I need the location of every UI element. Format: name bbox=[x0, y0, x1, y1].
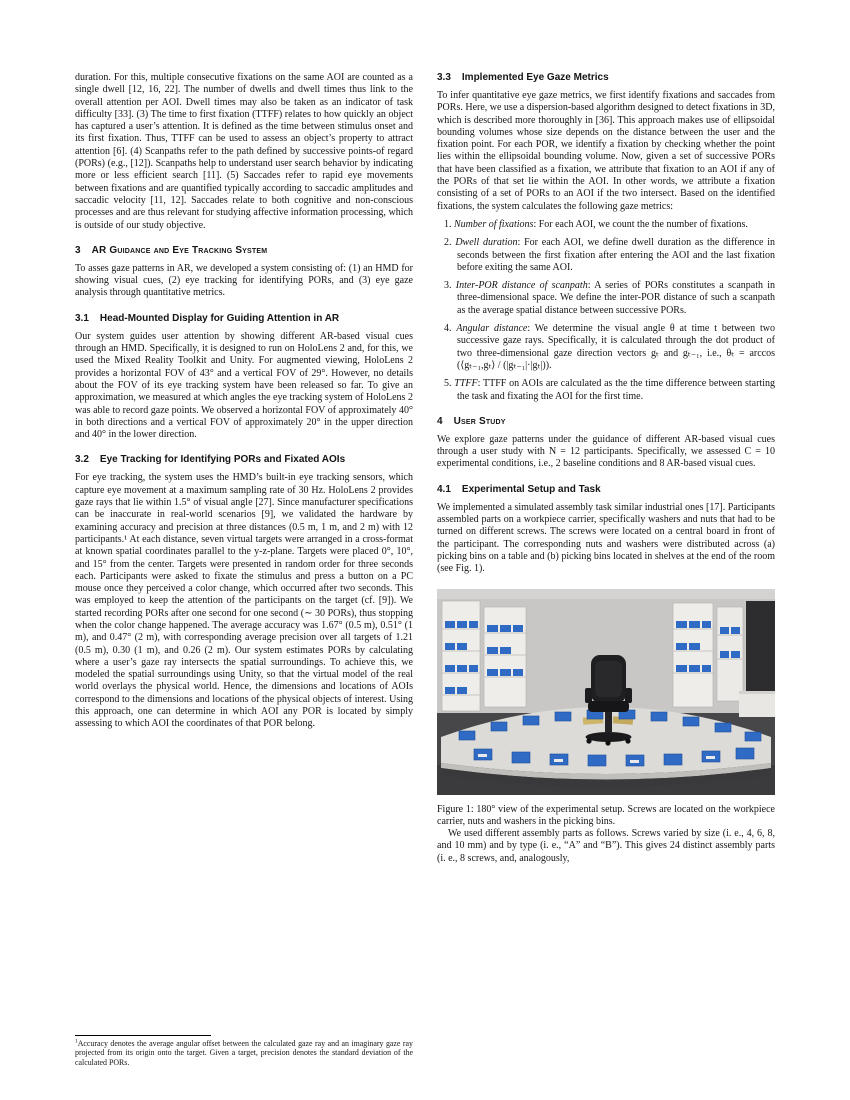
item-number: 4. bbox=[444, 323, 452, 335]
item-term: Inter-POR distance of scanpath bbox=[455, 280, 588, 292]
section-title: Experimental Setup and Task bbox=[461, 483, 601, 495]
figure-1 bbox=[437, 589, 775, 795]
paragraph-after-figure: We used different assembly parts as follows. Screws varied by size (i. e., 4, 6, 8, and 10 mm) and by type (i. e., “A” and “B”). This gives 24 distinct assembly parts (i. e., 8 screws, and, analogously, bbox=[437, 828, 775, 864]
item-term: Number of fixations bbox=[454, 218, 534, 230]
section-title: AR Guidance and Eye Tracking System bbox=[91, 244, 268, 256]
figure-caption: Figure 1: 180° view of the experimental setup. Screws are located on the workpiece carrier, nuts and washers in the picking bins. bbox=[437, 803, 775, 827]
section-number: 3 bbox=[75, 244, 81, 256]
section-4-1-body: We implemented a simulated assembly task similar industrial ones [17]. Participants assembled parts on a workpiece carrier, specifically washers and nuts that had to be turned on different screws. The screws were located on a central board in front of the participant. The corresponding nuts and washers were distributed across (a) picking bins on a table and (b) picking bins located in shelves at the end of the room (see Fig. 1). bbox=[437, 501, 775, 575]
figure-1-photo bbox=[437, 589, 775, 795]
footnote-rule bbox=[75, 1035, 211, 1036]
section-title: Eye Tracking for Identifying PORs and Fixated AOIs bbox=[99, 454, 346, 466]
list-item bbox=[444, 237, 775, 274]
section-title: User Study bbox=[453, 415, 506, 427]
item-text: : TTFF on AOIs are calculated as the the time difference between starting the task and fixating the AOI for the first time. bbox=[457, 378, 775, 402]
section-3-2-body: For eye tracking, the system uses the HMD’s built-in eye tracking sensors, which capture eye movement at a maximum sampling rate of 30 Hz. HoloLens 2 provides gaze rays that lie within 1.5° of visual angle [27]. Since manufacturer specifications can be inaccurate in real-world scenarios [9], we validated the hardware by examining accuracy and precision at three distances (0.5 m, 1 m, and 2 m) with 12 participants.¹ At each distance, seven virtual targets were arranged in a cross-format at known spatial coordinates parallel to the y-z-plane. Targets were placed 0°, 10°, and 15° from the center. Targets were presented in random order for three seconds each. Participants were asked to fixate the stimulus and press a button on a PC mouse once they perceived a color change, which occurred after two seconds. This was employed to keep the attention of the participants on the target (cf. [9]). We started recording PORs after one second for one second (∼ 30 PORs), thus stopping when the color change happened. The average accuracy was 1.67° (0.5 m), 0.51° (1 m), and 0.47° (2 m), with corresponding average precision over all targets of 1.21 (0.5 m), 0.30 (1 m), and 0.26 (2 m). Our system estimates PORs by calculating where a user’s gaze ray intersects the spatial surroundings. To achieve this, we modeled the spatial surroundings using Unity, so that the virtual model of the real world overlays the physical world. Hence, the dimensions and locations of AOIs correspond to the dimensions and locations of the physical objects of interest. Using this approach, one can determine in which AOI any POR is located by simply assessing to which AOI the coordinates of that POR belong. bbox=[75, 472, 413, 730]
item-term: TTFF bbox=[454, 378, 478, 390]
section-3-body: To asses gaze patterns in AR, we developed a system consisting of: (1) an HMD for showing visual cues, (2) eye tracking for identifying PORs, and (3) eye gaze analysis through quantitative metrics. bbox=[75, 262, 413, 299]
item-number: 3. bbox=[444, 280, 452, 292]
right-column bbox=[437, 72, 775, 1068]
footnote-body: Accuracy denotes the average angular offset between the calculated gaze ray and an imaginary gaze ray projected from its origin onto the target. Given a target, precision denotes the standard deviation of the calculated PORs. bbox=[75, 1038, 413, 1068]
section-3-1-heading bbox=[75, 313, 413, 325]
footnote bbox=[75, 1035, 413, 1068]
list-item bbox=[444, 323, 775, 372]
item-term: Dwell duration bbox=[455, 237, 518, 249]
right-shelves bbox=[673, 603, 743, 707]
item-number: 1. bbox=[444, 218, 452, 230]
left-column bbox=[75, 72, 413, 1068]
gaze-metrics-list bbox=[437, 219, 775, 403]
section-3-heading bbox=[75, 245, 413, 257]
section-3-2-heading bbox=[75, 454, 413, 466]
left-shelves bbox=[442, 601, 526, 711]
list-item bbox=[444, 378, 775, 403]
section-3-3-body: To infer quantitative eye gaze metrics, we first identify fixations and saccades from PORs. Here, we use a dispersion-based algorithm designed to detect fixations in 3D, which is described more thoroughly in [36]. This approach makes use of ellipsoidal bounding volumes whose size depends on the distance between the user and the fixation point. For each POR, we identify a fixation by checking whether the point lies within the ellipsoidal bounding volume. Now, given a set of successive PORs that have been classified as a fixation, we attribute that fixation to an AOI if any of the PORs of that set lie within the AOI. In other words, we attribute a fixation consisting of a set of PORs to an AOI if the two intersect. Based on the identified fixations, the system calculates the following gaze metrics: bbox=[437, 90, 775, 212]
item-text: : For each AOI, we define dwell duration as the difference in seconds between the first fixation after entering the AOI and the last fixation before exiting the same AOI. bbox=[457, 237, 775, 273]
item-text: : For each AOI, we count the the number of fixations. bbox=[533, 218, 748, 230]
section-title: Implemented Eye Gaze Metrics bbox=[461, 72, 609, 83]
section-number: 3.2 bbox=[75, 454, 89, 466]
paragraph-continued: duration. For this, multiple consecutive fixations on the same AOI are counted as a single dwell [12, 16, 22]. The number of dwells and dwell times thus link to the overall attention per AOI. Dwell times may also be taken as an indicator of task difficulty [33]. (3) The time to first fixation (TTFF) relates to how quickly an object has captured a user’s attention. It is defined as the time between stimulus onset and its first fixation. Thus, TTFF can be used to assess an object’s property to attract attention [6]. (4) Scanpaths refer to the path defined by successive points-of regard (PORs) (e.g., [12]). Scanpaths help to understand user search behavior by indicating more or less efficient search [11]. (5) Saccades refer to rapid eye movements between fixations and are quantified typically according to saccadic amplitudes and saccadic velocity [11, 12]. Saccades relate to both cognitive and non-conscious processes and are thus relevant for studying affective information processing, which is outside of our study objective. bbox=[75, 72, 413, 231]
footnote-text bbox=[75, 1039, 413, 1068]
item-text: : A series of PORs constitutes a scanpath in three-dimensional space. We define the inter-POR distance of such a scanpath as the average spatial distance between successive PORs. bbox=[457, 280, 775, 316]
list-item bbox=[444, 280, 775, 317]
list-item bbox=[444, 218, 775, 231]
section-3-1-body: Our system guides user attention by showing different AR-based visual cues through an HMD. Specifically, it is designed to run on HoloLens 2 and, for this, we used the Mixed Reality Toolkit and Unity. For augmented viewing, HoloLens 2 provides a horizontal FOV of 43° and a vertical FOV of 29°. However, no details about the FOV of its eye tracking system have been released so far. To give an approximation, we measured at which angles the eye tracking system of HoloLens 2 was able to record gaze points. We observed a horizontal FOV of approximately 40° in both directions and a vertical FOV of approximately 20° in the upper direction and 40° in the lower direction. bbox=[75, 330, 413, 441]
item-number: 2. bbox=[444, 237, 452, 249]
section-4-heading bbox=[437, 416, 775, 428]
item-term: Angular distance bbox=[456, 323, 528, 335]
section-number: 4 bbox=[437, 415, 443, 427]
section-4-body: We explore gaze patterns under the guidance of different AR-based visual cues through a user study with N = 12 participants. Specifically, we assessed C = 10 experimental conditions, i.e., 2 baseline conditions and 8 AR-based visual cues. bbox=[437, 433, 775, 470]
section-4-1-heading bbox=[437, 484, 775, 496]
section-number: 4.1 bbox=[437, 483, 451, 495]
footnote-marker: 1 bbox=[75, 1037, 78, 1044]
item-number: 5. bbox=[444, 378, 452, 390]
section-number: 3.1 bbox=[75, 312, 89, 324]
section-number: 3.3 bbox=[437, 72, 451, 83]
section-title: Head-Mounted Display for Guiding Attention in AR bbox=[99, 312, 340, 324]
item-text: : We determine the visual angle θ at time t between two successive gaze rays. Specifically, it is calculated through the dot product of two three-dimensional gaze direction vectors gₜ and gₜ₋₁, i.e., θₜ = arccos (⟨gₜ₋₁,gₜ⟩ / (|gₜ₋₁|·|gₜ|)). bbox=[457, 323, 775, 371]
section-3-3-heading bbox=[437, 72, 775, 84]
